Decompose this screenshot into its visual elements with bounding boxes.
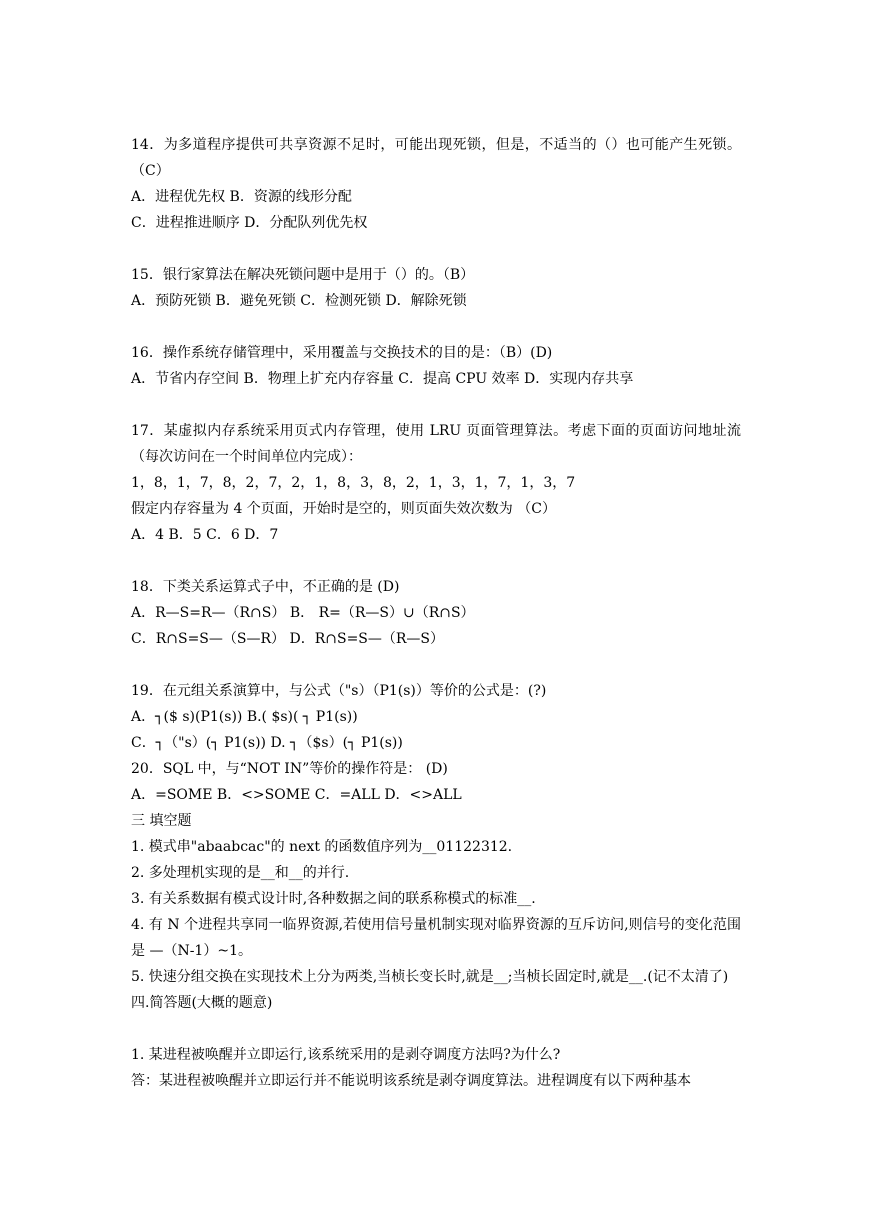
- fill-item-2: 2. 多处理机实现的是__和__的并行.: [131, 865, 350, 881]
- q19-stem: 19．在元组关系演算中，与公式（"s）（P1(s)）等价的公式是：(?): [131, 683, 547, 699]
- q17-assumption: 假定内存容量为 4 个页面，开始时是空的，则页面失效次数为 （C）: [131, 501, 556, 517]
- short-answer-q1: 1. 某进程被唤醒并立即运行,该系统采用的是剥夺调度方法吗?为什么?: [131, 1047, 561, 1063]
- q15-options-1: A．预防死锁 B．避免死锁 C．检测死锁 D．解除死锁: [131, 293, 467, 309]
- spacer: [131, 392, 741, 418]
- q18-options-2: C．R∩S=S—（S—R） D．R∩S=S—（R—S）: [131, 631, 445, 647]
- q20-stem: 20．SQL 中，与“NOT IN”等价的操作符是： (D): [131, 761, 448, 777]
- q14-options-2: C．进程推进顺序 D．分配队列优先权: [131, 215, 368, 231]
- fill-item-1: 1. 模式串"abaabcac"的 next 的函数值序列为__01122312.: [131, 839, 513, 855]
- spacer: [131, 548, 741, 574]
- q16-options-1: A．节省内存空间 B．物理上扩充内存容量 C．提高 CPU 效率 D．实现内存共享: [131, 371, 634, 387]
- document-page: [131, 132, 741, 1094]
- q20-options-1: A．=SOME B．<>SOME C．=ALL D．<>ALL: [131, 787, 462, 803]
- short-answer-a1: 答：某进程被唤醒并立即运行并不能说明该系统是剥夺调度算法。进程调度有以下两种基本: [131, 1073, 691, 1089]
- fill-item-5: 5. 快速分组交换在实现技术上分为两类,当桢长变长时,就是__;当桢长固定时,就是__.(记不太清了): [131, 969, 729, 985]
- fill-item-3: 3. 有关系数据有模式设计时,各种数据之间的联系称模式的标准__.: [131, 891, 536, 907]
- spacer: [131, 652, 741, 678]
- q18-options-1: A．R—S=R—（R∩S） B． R=（R—S）∪（R∩S）: [131, 605, 475, 621]
- fill-item-4: 4. 有 N 个进程共享同一临界资源,若使用信号量机制实现对临界资源的互斥访问,则信号的变化范围是 —（N-1）~1。: [131, 917, 741, 959]
- q19-options-1: A．┐($ s)(P1(s)) B.( $s)( ┐ P1(s)): [131, 709, 358, 725]
- spacer: [131, 314, 741, 340]
- q19-options-2: C．┐（"s）(┐ P1(s)) D. ┐（$s）(┐ P1(s)): [131, 735, 403, 751]
- short-answer-heading: 四.简答题(大概的题意): [131, 995, 273, 1011]
- spacer: [131, 1016, 741, 1042]
- q17-options-1: A．4 B．5 C．6 D．7: [131, 527, 279, 543]
- q15-stem: 15．银行家算法在解决死锁问题中是用于（）的。（B）: [131, 267, 475, 283]
- q16-stem: 16．操作系统存储管理中，采用覆盖与交换技术的目的是：（B）(D): [131, 345, 553, 361]
- q14-options-1: A．进程优先权 B．资源的线形分配: [131, 189, 352, 205]
- fill-section-heading: 三 填空题: [131, 813, 192, 829]
- q17-stem: 17．某虚拟内存系统采用页式内存管理，使用 LRU 页面管理算法。考虑下面的页面访问地址流（每次访问在一个时间单位内完成）：: [131, 423, 741, 465]
- spacer: [131, 236, 741, 262]
- q18-stem: 18．下类关系运算式子中，不正确的是 (D): [131, 579, 400, 595]
- q14-stem: 14．为多道程序提供可共享资源不足时，可能出现死锁，但是，不适当的（）也可能产生死锁。（C）: [131, 137, 741, 179]
- q17-sequence: 1，8，1，7，8，2，7，2，1，8，3，8，2，1，3，1，7，1，3，7: [131, 475, 576, 491]
